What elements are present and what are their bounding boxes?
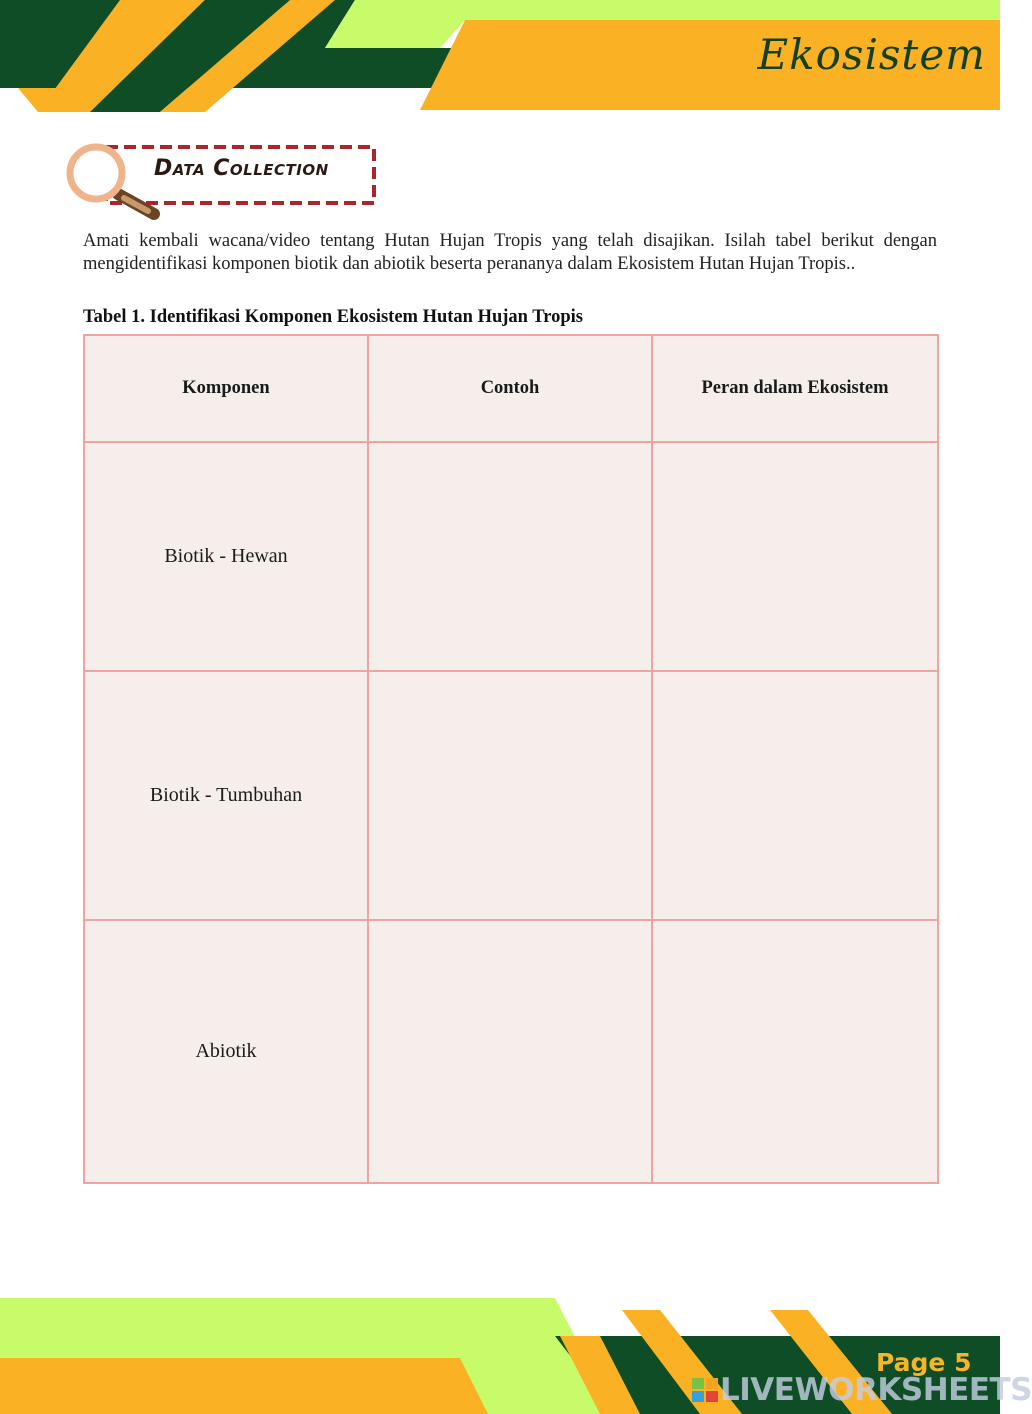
header-title: Ekosistem [757,30,986,79]
komponen-cell: Biotik - Tumbuhan [84,671,368,920]
page-number: Page 5 [876,1348,972,1377]
peran-answer-cell[interactable] [652,920,938,1183]
komponen-cell: Abiotik [84,920,368,1183]
liveworksheets-logo-icon [692,1378,718,1402]
header-contoh: Contoh [368,335,652,442]
watermark-text: LIVEWORKSHEETS [720,1372,1032,1408]
komponen-cell: Biotik - Hewan [84,442,368,671]
header-komponen: Komponen [84,335,368,442]
peran-answer-cell[interactable] [652,671,938,920]
table-row [84,442,938,671]
header-peran: Peran dalam Ekosistem [652,335,938,442]
contoh-answer-cell[interactable] [368,442,652,671]
table-row [84,671,938,920]
contoh-answer-cell[interactable] [368,920,652,1183]
table-header-row [84,335,938,442]
contoh-answer-cell[interactable] [368,671,652,920]
component-table [83,334,939,1184]
section-label: Data Collection [154,156,329,181]
table-caption: Tabel 1. Identifikasi Komponen Ekosistem Hutan Hujan Tropis [83,307,583,327]
intro-text: Amati kembali wacana/video tentang Hutan Hujan Tropis yang telah disajikan. Isilah tabel berikut dengan mengidentifikasi komponen biotik dan abiotik beserta perananya dalam Ekosistem Hutan Hujan Tropis.. [83,231,937,274]
table-row [84,920,938,1183]
peran-answer-cell[interactable] [652,442,938,671]
